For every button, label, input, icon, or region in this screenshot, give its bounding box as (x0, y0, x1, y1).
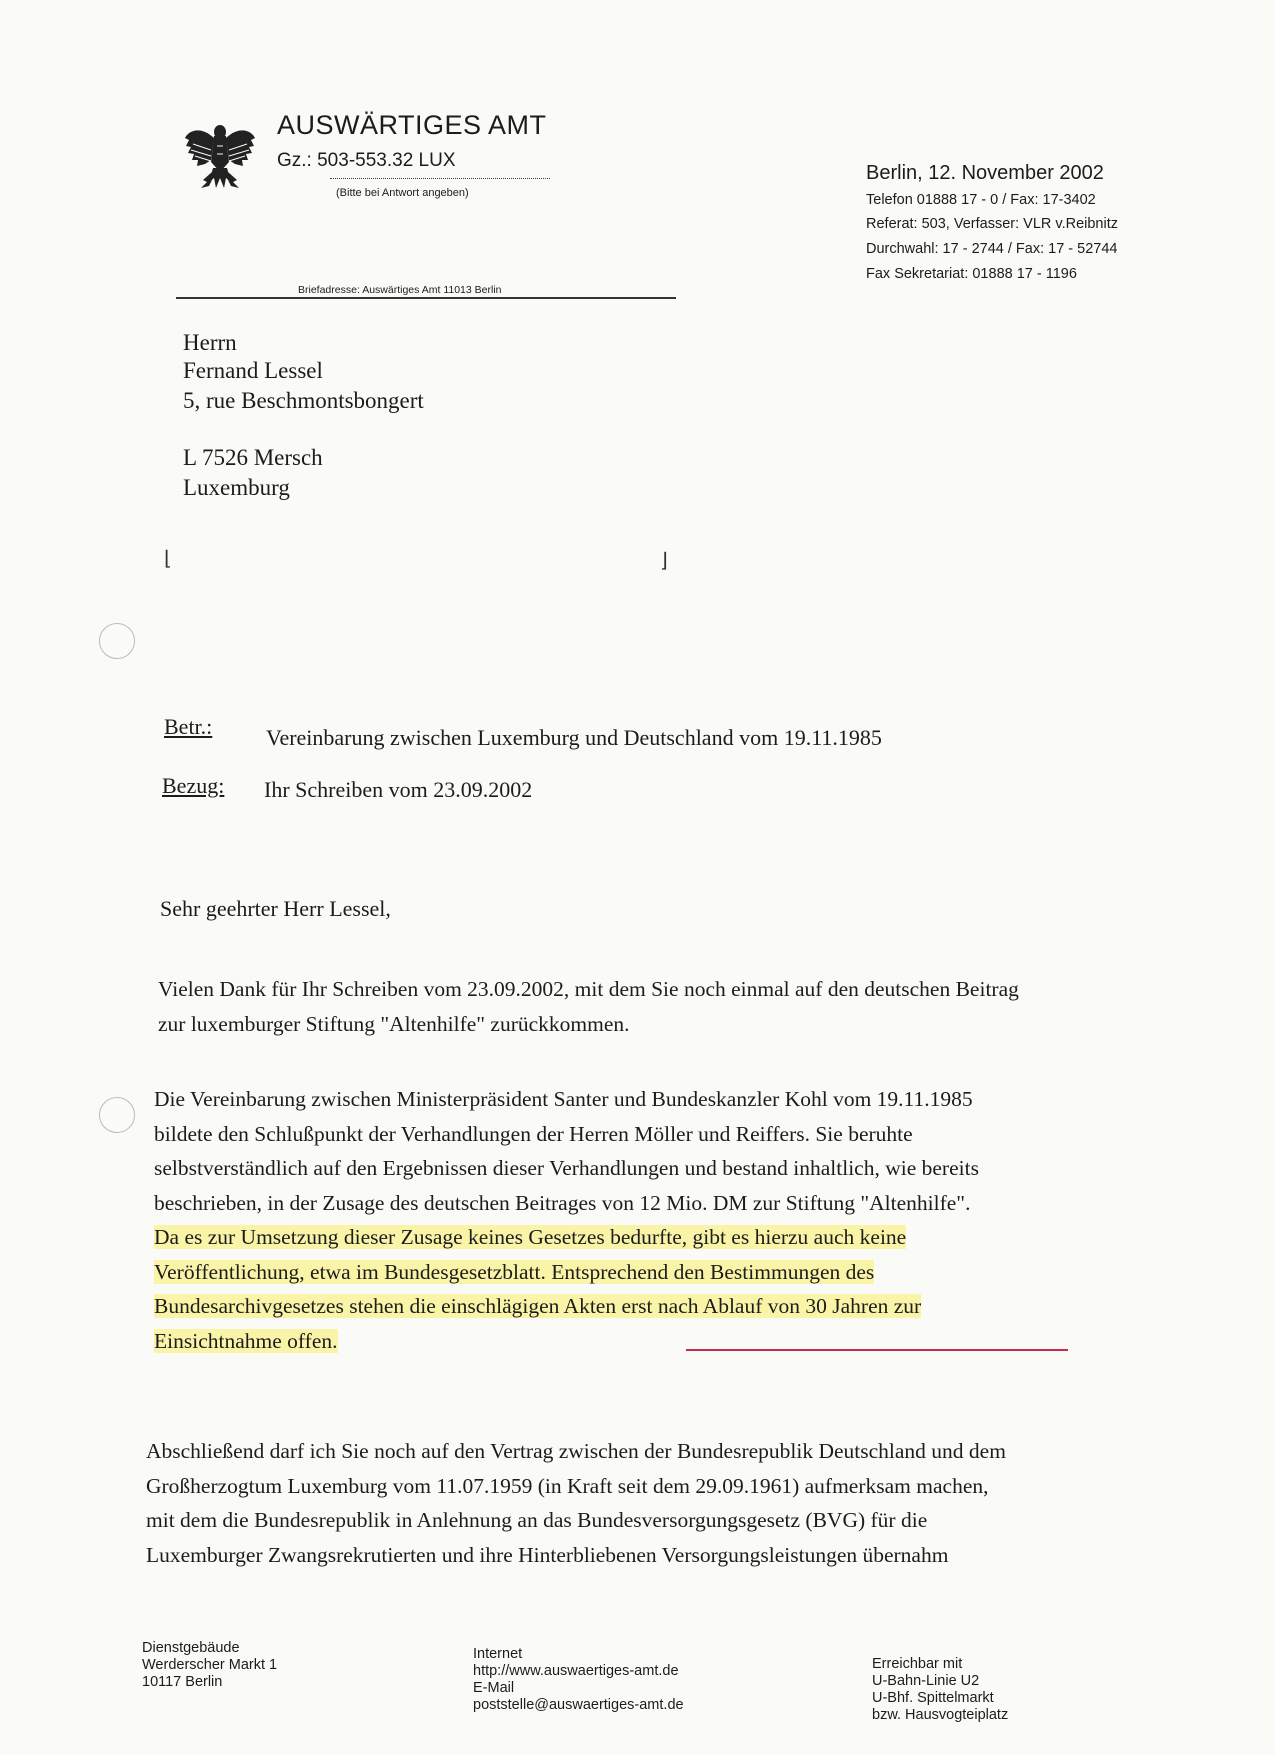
recipient-salutation: Herrn (183, 330, 237, 355)
subject-text: Vereinbarung zwischen Luxemburg und Deutschland vom 19.11.1985 (266, 725, 882, 750)
footer-transport-line: bzw. Hausvogteiplatz (872, 1707, 1009, 1723)
reference-text: Ihr Schreiben vom 23.09.2002 (264, 777, 533, 802)
highlighted-line (154, 1255, 979, 1290)
footer-building-line: Dienstgebäude (142, 1640, 240, 1656)
federal-eagle-icon (183, 116, 257, 196)
contact-department: Referat: 503, Verfasser: VLR v.Reibnitz (866, 216, 1118, 232)
highlighted-line (154, 1324, 979, 1359)
highlighted-text: Bundesarchivgesetzes stehen die einschlägigen Akten erst nach Ablauf von 30 Jahren zur (154, 1294, 922, 1318)
footer-website-link[interactable]: http://www.auswaertiges-amt.de (473, 1663, 679, 1679)
subject-label: Betr.: (164, 714, 213, 739)
footer-transport-line: U-Bhf. Spittelmarkt (872, 1690, 994, 1706)
reference-number: Gz.: 503-553.32 LUX (277, 150, 456, 171)
footer-building-line: 10117 Berlin (142, 1674, 223, 1690)
reference-note: (Bitte bei Antwort angeben) (336, 187, 469, 199)
footer-email-link[interactable]: poststelle@auswaertiges-amt.de (473, 1697, 684, 1713)
footer-transport (872, 1656, 1008, 1724)
reference-dotted-line (330, 178, 550, 179)
footer-email-label: E-Mail (473, 1680, 515, 1696)
paragraph-1 (158, 972, 1019, 1041)
salutation: Sehr geehrter Herr Lessel, (160, 896, 391, 921)
footer-internet (473, 1646, 684, 1714)
highlighted-text: Da es zur Umsetzung dieser Zusage keines Gesetzes bedurfte, gibt es hierzu auch keine (154, 1225, 907, 1249)
recipient-name: Fernand Lessel (183, 358, 323, 383)
footer-transport-line: U-Bahn-Linie U2 (872, 1673, 980, 1689)
footer-building (142, 1640, 277, 1691)
reference-label: Bezug: (162, 773, 225, 798)
paragraph-2-line: selbstverständlich auf den Ergebnissen dieser Verhandlungen und bestand inhaltlich, wie bereits (154, 1156, 979, 1180)
paragraph-3-line: Luxemburger Zwangsrekrutierten und ihre Hinterbliebenen Versorgungsleistungen übernahm (146, 1542, 949, 1567)
organization-name: AUSWÄRTIGES AMT (277, 110, 547, 140)
paragraph-2-line: beschrieben, in der Zusage des deutschen Beitrages von 12 Mio. DM zur Stiftung "Altenhilfe". (154, 1190, 971, 1215)
letter-date: Berlin, 12. November 2002 (866, 162, 1104, 184)
punch-hole-upper (99, 623, 135, 659)
highlighted-text: Veröffentlichung, etwa im Bundesgesetzblatt. Entsprechend den Bestimmungen des (154, 1259, 875, 1284)
punch-hole-lower (99, 1097, 135, 1133)
paragraph-2-line: bildete den Schlußpunkt der Verhandlungen der Herren Möller und Reiffers. Sie beruhte (154, 1121, 913, 1146)
paragraph-1-line: Vielen Dank für Ihr Schreiben vom 23.09.2002, mit dem Sie noch einmal auf den deutschen Beitrag (158, 977, 1019, 1001)
contact-secretariat-fax: Fax Sekretariat: 01888 17 - 1196 (866, 266, 1077, 282)
highlighted-line (154, 1289, 979, 1324)
address-corner-right: ⌋ (660, 550, 668, 572)
recipient-postcode-city: L 7526 Mersch (183, 445, 323, 470)
recipient-country: Luxemburg (183, 475, 290, 500)
recipient-street: 5, rue Beschmontsbongert (183, 388, 424, 413)
paragraph-2 (154, 1082, 979, 1358)
highlighted-text: Einsichtnahme offen. (154, 1328, 338, 1353)
paragraph-2-line: Die Vereinbarung zwischen Ministerpräsident Santer und Bundeskanzler Kohl vom 19.11.1985 (154, 1087, 973, 1111)
highlighted-line (154, 1220, 979, 1255)
paragraph-3-line: mit dem die Bundesrepublik in Anlehnung an das Bundesversorgungsgesetz (BVG) für die (146, 1508, 928, 1532)
contact-phone: Telefon 01888 17 - 0 / Fax: 17-3402 (866, 192, 1096, 208)
contact-extension: Durchwahl: 17 - 2744 / Fax: 17 - 52744 (866, 241, 1118, 257)
footer-building-line: Werderscher Markt 1 (142, 1657, 278, 1673)
paragraph-3 (146, 1434, 1006, 1572)
paragraph-3-line: Großherzogtum Luxemburg vom 11.07.1959 (in Kraft seit dem 29.09.1961) aufmerksam machen, (146, 1473, 989, 1498)
address-divider (176, 297, 676, 299)
paragraph-3-line: Abschließend darf ich Sie noch auf den Vertrag zwischen der Bundesrepublik Deutschland und dem (146, 1439, 1006, 1463)
red-underline-mark (686, 1349, 1068, 1351)
footer-transport-line: Erreichbar mit (872, 1656, 963, 1672)
paragraph-1-line: zur luxemburger Stiftung "Altenhilfe" zurückkommen. (158, 1011, 630, 1036)
address-corner-left: ⌊ (164, 548, 172, 570)
postal-address: Briefadresse: Auswärtiges Amt 11013 Berlin (298, 284, 502, 296)
footer-internet-label: Internet (473, 1646, 523, 1662)
